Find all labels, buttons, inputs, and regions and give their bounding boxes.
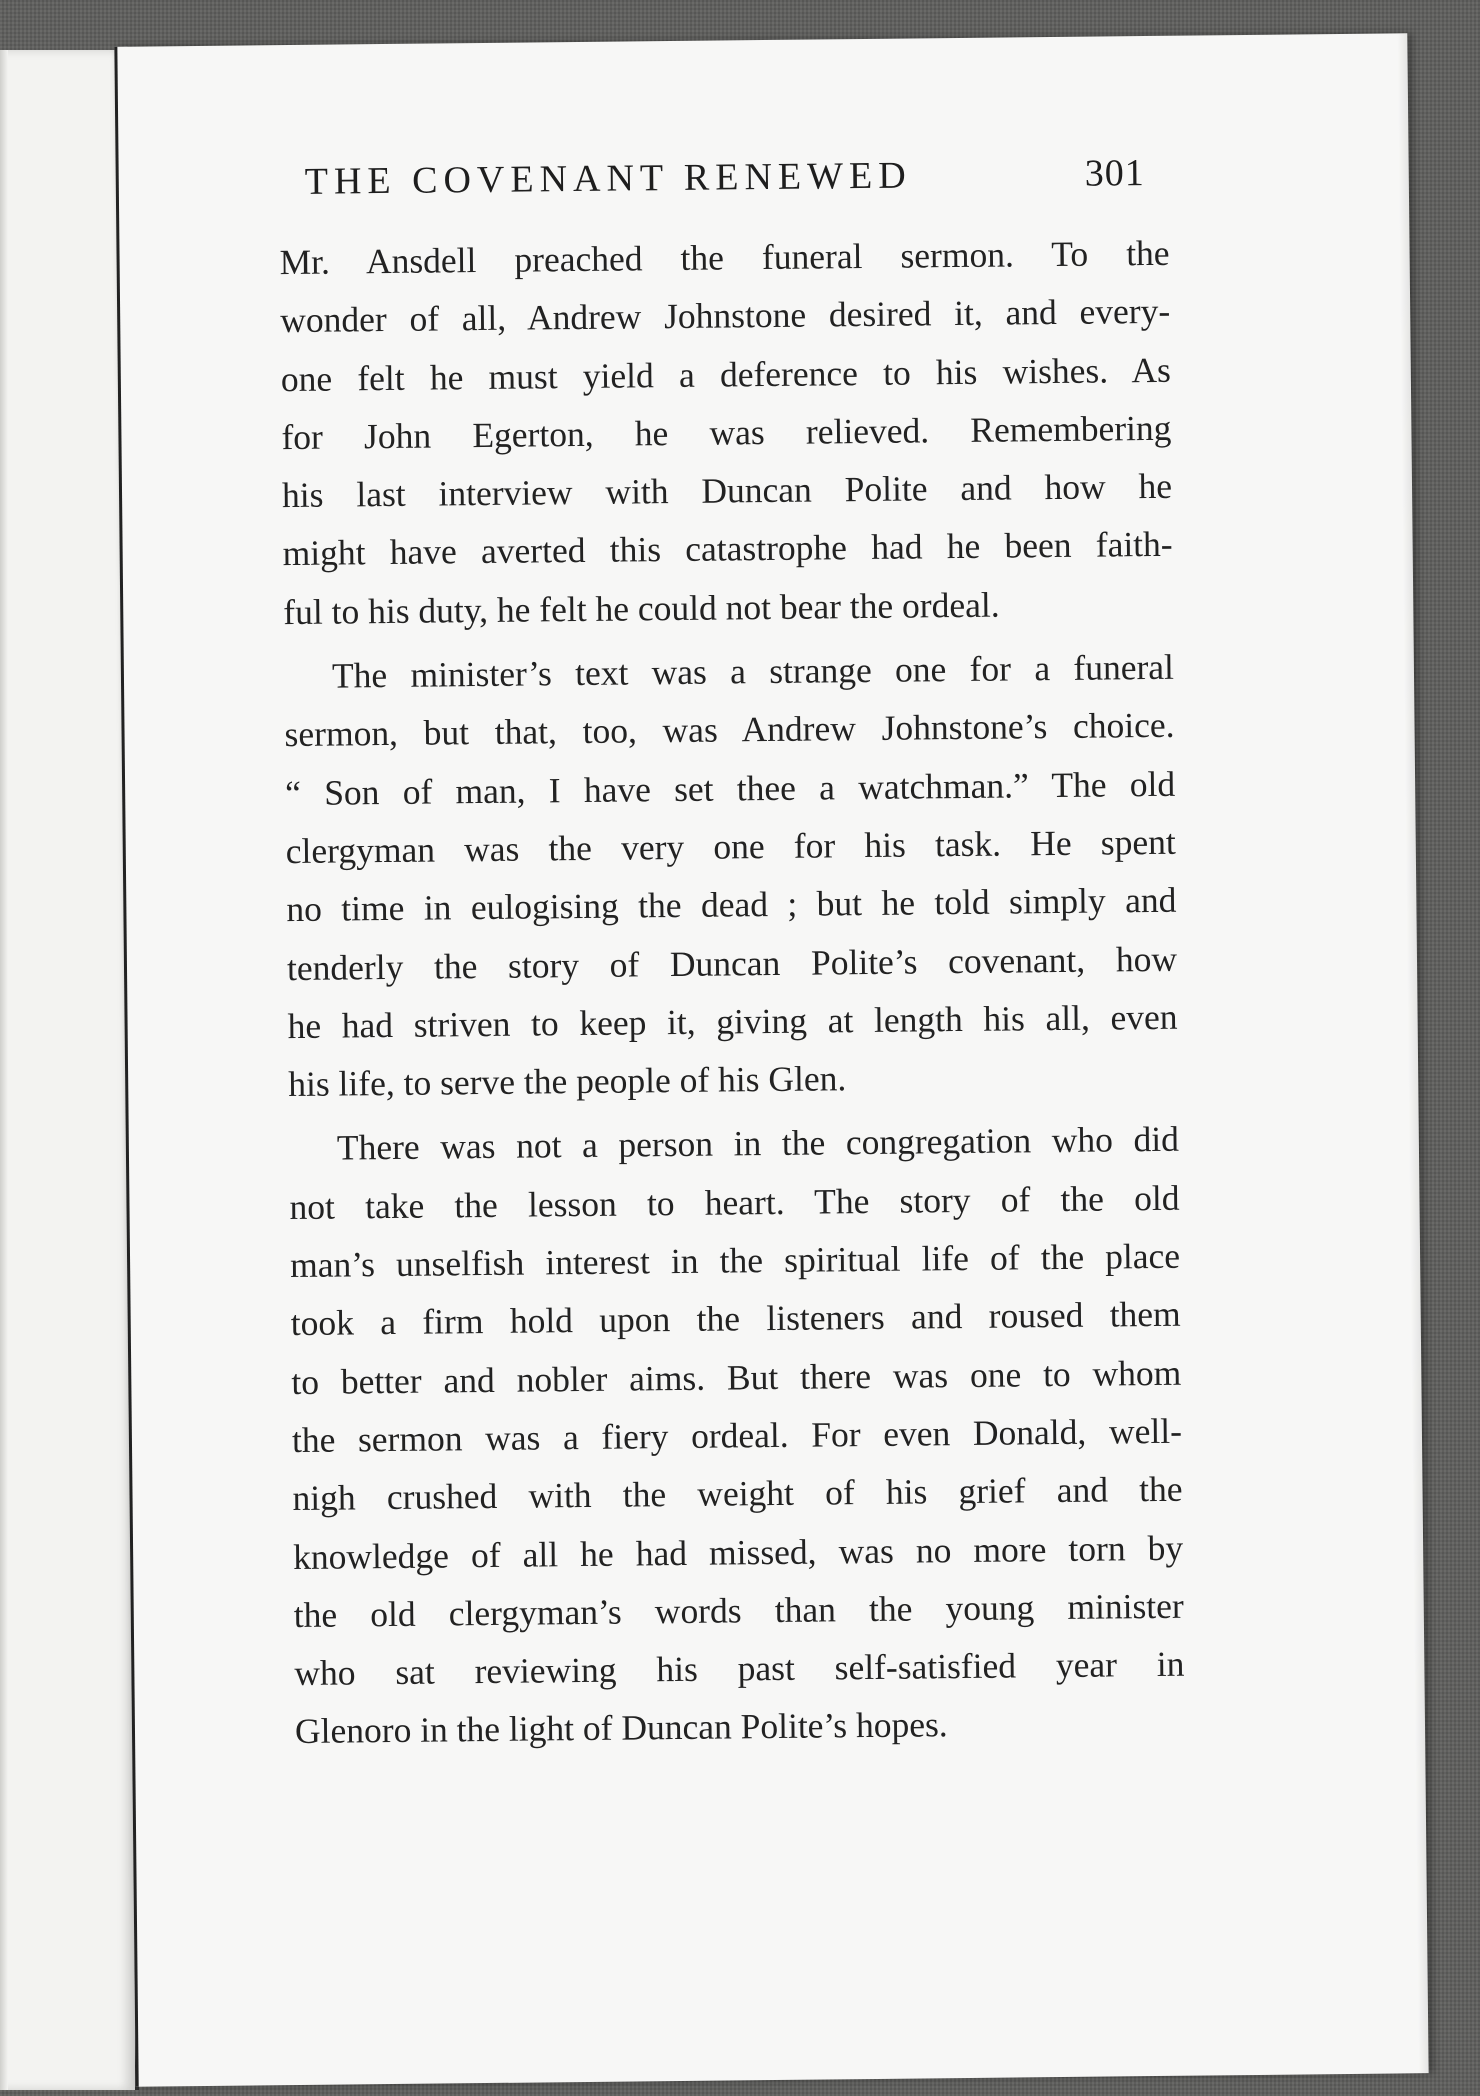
page-number: 301: [1084, 152, 1145, 195]
text-line: clergyman was the very one for his task. He spent: [285, 821, 1176, 872]
book-page: [114, 33, 1428, 2086]
text-line: one felt he must yield a deference to his wishes. As: [280, 349, 1171, 399]
text-line: his last interview with Duncan Polite and how he: [281, 465, 1173, 516]
text-line: for John Egerton, he was relieved. Remembering: [281, 407, 1172, 457]
text-line: no time in eulogising the dead ; but he told simply and: [286, 880, 1177, 930]
text-line: wonder of all, Andrew Johnstone desired it, and every-: [280, 291, 1171, 341]
running-head: [305, 151, 1145, 204]
body-text: [279, 224, 1185, 1761]
text-line: nigh crushed with the weight of his grief and the: [292, 1468, 1183, 1519]
paragraph: [284, 638, 1179, 1114]
text-line: knowledge of all he had missed, was no more torn by: [292, 1527, 1184, 1577]
text-line: Glenoro in the light of Duncan Polite’s hopes.: [294, 1704, 948, 1752]
text-line: his life, to serve the people of his Glen.: [288, 1058, 847, 1105]
text-line: Mr. Ansdell preached the funeral sermon. To the: [279, 232, 1170, 283]
text-line: might have averted this catastrophe had he been faith-: [282, 524, 1173, 574]
text-line: not take the lesson to heart. The story of the old: [289, 1177, 1180, 1227]
text-line: tenderly the story of Duncan Polite’s covenant, how: [286, 938, 1178, 988]
text-line: “ Son of man, I have set thee a watchman.” The old: [284, 763, 1176, 813]
text-line: man’s unselfish interest in the spiritual life of the place: [289, 1235, 1181, 1286]
text-line: the sermon was a fiery ordeal. For even Donald, well-: [291, 1410, 1183, 1460]
text-line: the old clergyman’s words than the young minister: [293, 1585, 1184, 1635]
text-line: ful to his duty, he felt he could not bear the ordeal.: [283, 584, 1000, 632]
text-line: to better and nobler aims. But there was one to whom: [291, 1352, 1182, 1402]
text-line: he had striven to keep it, giving at length his all, even: [287, 996, 1178, 1046]
text-line: sermon, but that, too, was Andrew Johnstone’s choice.: [284, 705, 1175, 755]
paragraph: [289, 1110, 1186, 1761]
text-line: There was not a person in the congregation who did: [336, 1119, 1180, 1169]
text-line: who sat reviewing his past self-satisfied year in: [294, 1643, 1185, 1694]
text-line: The minister’s text was a strange one for a funeral: [331, 646, 1175, 696]
chapter-running-title: THE COVENANT RENEWED: [304, 154, 912, 203]
facing-page-shadow: [0, 50, 8, 2090]
paragraph: [279, 224, 1173, 641]
text-line: took a firm hold upon the listeners and roused them: [290, 1294, 1181, 1344]
